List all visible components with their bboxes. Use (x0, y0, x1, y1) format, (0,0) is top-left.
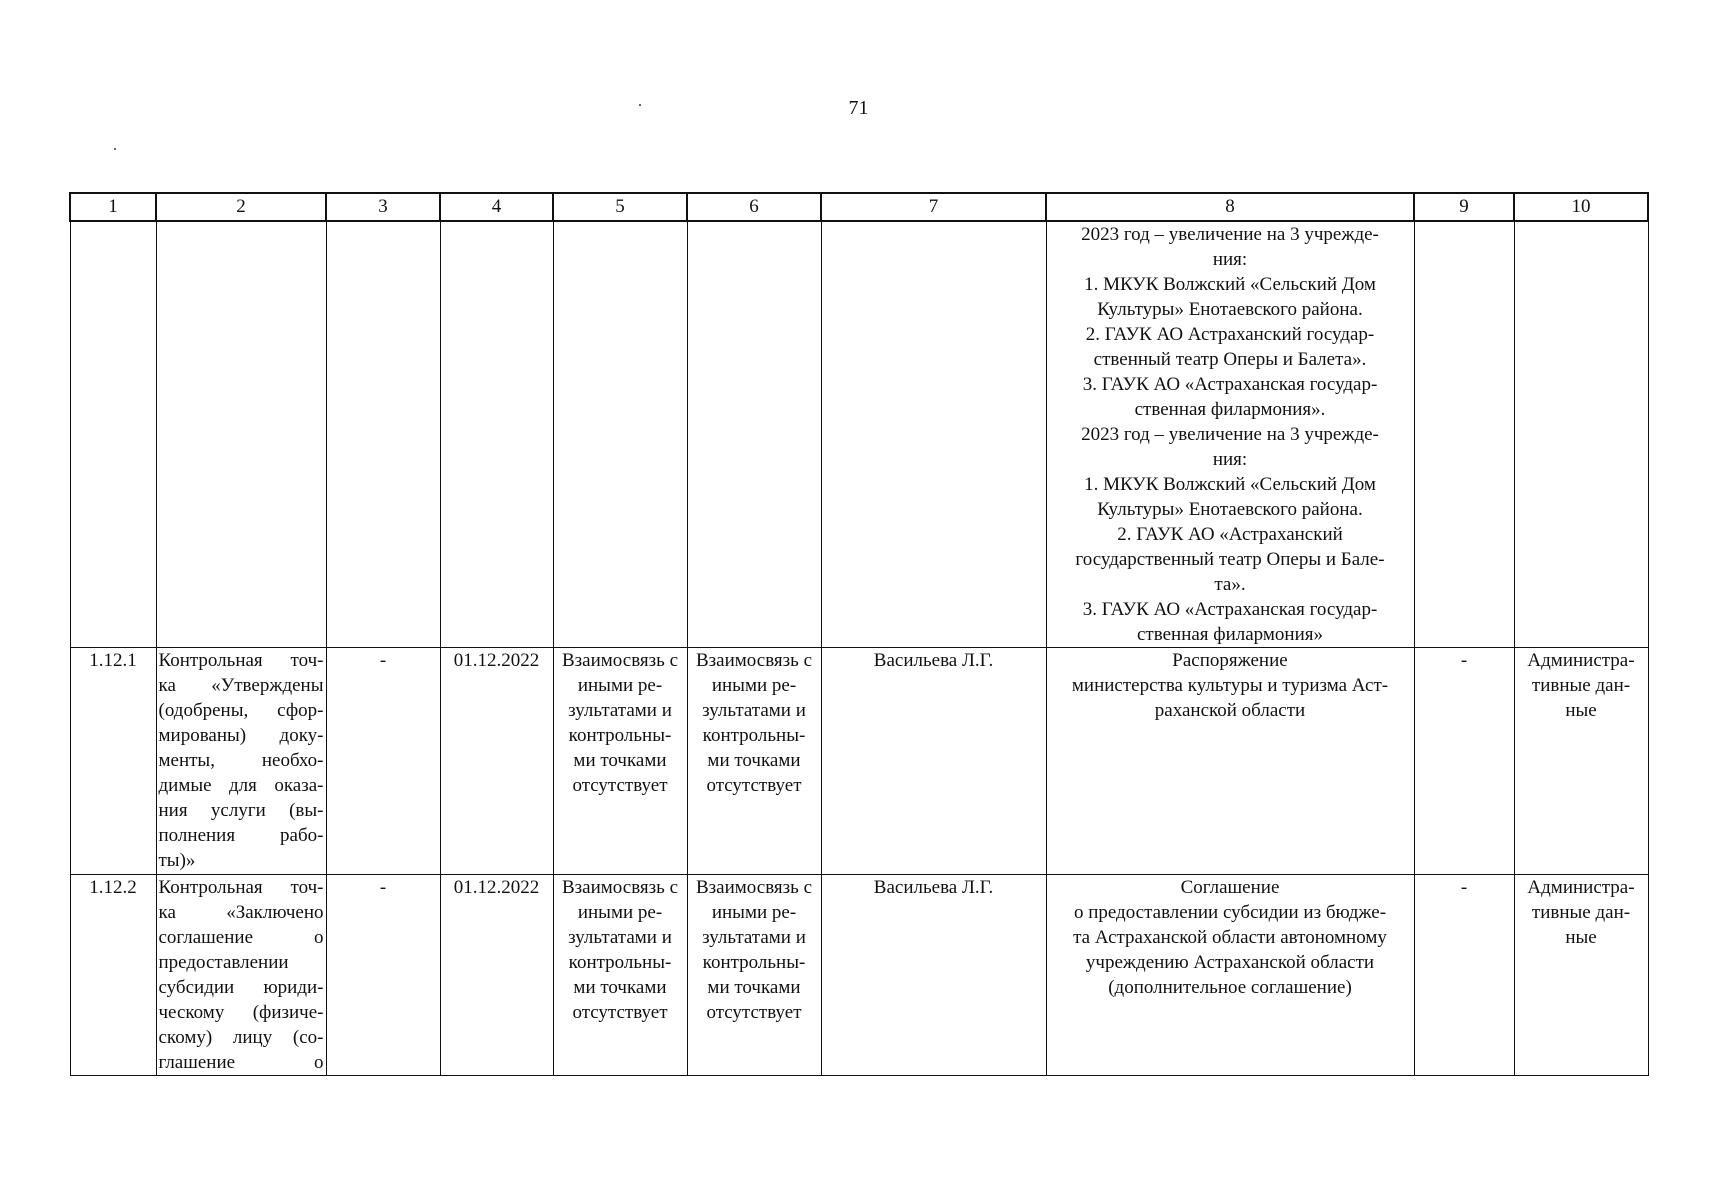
text-line: ные (1565, 700, 1597, 721)
text-line: ния: (1212, 449, 1248, 470)
text-line: Взаимосвязь с (695, 650, 813, 671)
text-line: 2023 год – увеличение на 3 учрежде- (1081, 424, 1379, 445)
text-line: 3. ГАУК АО «Астраханская государ- (1082, 374, 1378, 395)
text-line: иными ре- (711, 902, 797, 923)
text-line: государственный театр Оперы и Бале- (1075, 549, 1385, 570)
table-row (70, 648, 1648, 875)
page-number: 71 (848, 97, 869, 119)
text-line: 2023 год – увеличение на 3 учрежде- (1081, 224, 1379, 245)
text-line: 1. МКУК Волжский «Сельский Дом (1084, 274, 1376, 295)
text-line: иными ре- (577, 675, 663, 696)
text-line: Соглашение (1180, 877, 1280, 898)
text-line: ми точками (707, 977, 801, 998)
text-line: скому) лицу (со- (158, 1027, 324, 1048)
text-line: димые для оказа- (158, 775, 324, 796)
control-point-name (156, 875, 326, 1076)
text-line: ные (1565, 927, 1597, 948)
table-cell (1514, 221, 1648, 648)
text-line: предоставлении (158, 952, 289, 973)
text-line: ты)» (158, 850, 196, 871)
document-cell (1046, 875, 1414, 1076)
text-line: Администра- (1527, 650, 1635, 671)
text-line: та Астраханской области автономному (1073, 927, 1387, 948)
text-line: ственный театр Оперы и Балета». (1093, 349, 1367, 370)
header-cell: 3 (326, 193, 440, 221)
table-cell (687, 221, 821, 648)
document-cell (1046, 648, 1414, 875)
control-point-name (156, 648, 326, 875)
header-row (70, 193, 1648, 221)
header-cell: 4 (440, 193, 553, 221)
date-cell: 01.12.2022 (440, 648, 553, 875)
text-line: отсутствует (572, 775, 668, 796)
document-table (69, 192, 1649, 1076)
text-line: тивные дан- (1531, 902, 1631, 923)
header-cell: 9 (1414, 193, 1514, 221)
text-line: Контрольная точ- (158, 877, 324, 898)
text-line: глашение о (158, 1052, 324, 1073)
relation-cell (553, 875, 687, 1076)
text-line: ми точками (573, 750, 667, 771)
text-line: отсутствует (706, 1002, 802, 1023)
row-number: 1.12.1 (70, 648, 156, 875)
text-line: зультатами и (568, 927, 672, 948)
header-cell: 6 (687, 193, 821, 221)
text-line: контрольны- (702, 725, 806, 746)
text-line: Взаимосвязь с (695, 877, 813, 898)
text-line: иными ре- (577, 902, 663, 923)
table-cell (821, 221, 1046, 648)
scan-speck (639, 104, 641, 106)
header-cell: 1 (70, 193, 156, 221)
relation-cell (553, 648, 687, 875)
text-line: ка «Утверждены (158, 675, 324, 696)
text-line: (дополнительное соглашение) (1108, 977, 1352, 998)
header-cell: 5 (553, 193, 687, 221)
text-line: контрольны- (568, 952, 672, 973)
text-line: ка «Заключено (158, 902, 324, 923)
text-line: 3. ГАУК АО «Астраханская государ- (1082, 599, 1378, 620)
header-cell: 10 (1514, 193, 1648, 221)
text-line: Культуры» Енотаевского района. (1097, 499, 1363, 520)
table-cell (326, 221, 440, 648)
text-line: иными ре- (711, 675, 797, 696)
text-line: Распоряжение (1172, 650, 1288, 671)
text-line: 2. ГАУК АО «Астраханский (1117, 524, 1343, 545)
text-line: 1. МКУК Волжский «Сельский Дом (1084, 474, 1376, 495)
table-row (70, 221, 1648, 648)
text-line: Взаимосвязь с (561, 650, 679, 671)
text-line: Культуры» Енотаевского района. (1097, 299, 1363, 320)
text-line: министерства культуры и туризма Аст- (1071, 675, 1389, 696)
responsible-person: Васильева Л.Г. (821, 648, 1046, 875)
text-line: раханской области (1154, 700, 1306, 721)
text-line: ческому (физиче- (158, 1002, 324, 1023)
responsible-person: Васильева Л.Г. (821, 875, 1046, 1076)
continuation-document-cell (1046, 221, 1414, 648)
relation-cell (687, 875, 821, 1076)
table-cell (440, 221, 553, 648)
text-line: та». (1214, 574, 1246, 595)
text-line: ми точками (573, 977, 667, 998)
text-line: отсутствует (706, 775, 802, 796)
text-line: контрольны- (568, 725, 672, 746)
text-line: ственная филармония». (1134, 399, 1326, 420)
scan-speck (114, 148, 116, 150)
text-line: соглашение о (158, 927, 324, 948)
table-cell (70, 221, 156, 648)
table-cell (1414, 221, 1514, 648)
text-line: учреждению Астраханской области (1085, 952, 1375, 973)
text-line: зультатами и (702, 927, 806, 948)
header-cell: 2 (156, 193, 326, 221)
text-line: мированы) доку- (158, 725, 324, 746)
text-line: зультатами и (702, 700, 806, 721)
date-cell: 01.12.2022 (440, 875, 553, 1076)
col9-value: - (1414, 875, 1514, 1076)
data-source-cell (1514, 648, 1648, 875)
text-line: контрольны- (702, 952, 806, 973)
text-line: Взаимосвязь с (561, 877, 679, 898)
text-line: субсидии юриди- (158, 977, 324, 998)
table-cell (156, 221, 326, 648)
text-line: менты, необхо- (158, 750, 324, 771)
text-line: ми точками (707, 750, 801, 771)
text-line: 2. ГАУК АО Астраханский государ- (1085, 324, 1375, 345)
text-line: полнения рабо- (158, 825, 324, 846)
col3-value: - (326, 648, 440, 875)
col9-value: - (1414, 648, 1514, 875)
table-row (70, 875, 1648, 1076)
header-cell: 7 (821, 193, 1046, 221)
text-line: зультатами и (568, 700, 672, 721)
table-cell (553, 221, 687, 648)
header-cell: 8 (1046, 193, 1414, 221)
relation-cell (687, 648, 821, 875)
data-source-cell (1514, 875, 1648, 1076)
text-line: тивные дан- (1531, 675, 1631, 696)
row-number: 1.12.2 (70, 875, 156, 1076)
text-line: ственная филармония» (1137, 624, 1323, 645)
col3-value: - (326, 875, 440, 1076)
text-line: (одобрены, сфор- (158, 700, 324, 721)
text-line: ния услуги (вы- (158, 800, 324, 821)
text-line: Администра- (1527, 877, 1635, 898)
text-line: отсутствует (572, 1002, 668, 1023)
text-line: Контрольная точ- (158, 650, 324, 671)
text-line: о предоставлении субсидии из бюдже- (1073, 902, 1387, 923)
text-line: ния: (1212, 249, 1248, 270)
